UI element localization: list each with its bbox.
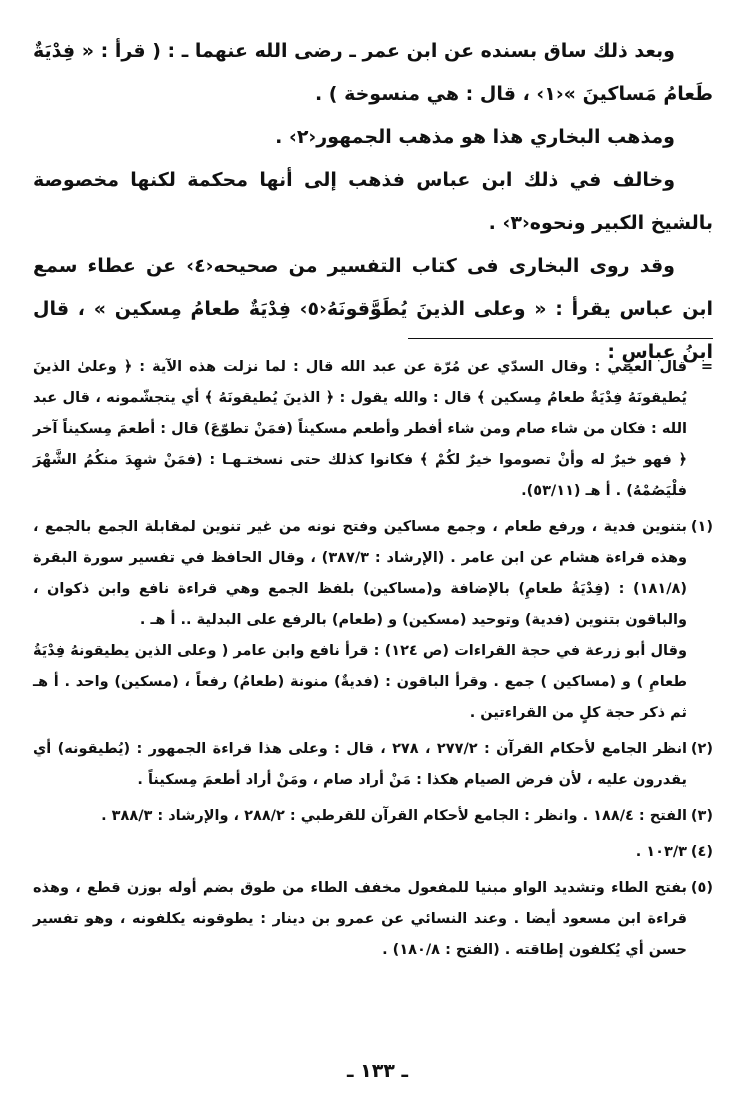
paragraph-1: وبعد ذلك ساق بسنده عن ابن عمر ـ رضى الله عنهما ـ : ( قرأ : « فِدْيَةٌ طَعامُ مَساكينَ »‹١› ، قال : هي منسوخة ) . — [33, 40, 713, 105]
footnote-text: انظر الجامع لأحكام القرآن : ٢٧٧/٢ ، ٢٧٨ ، قال : وعلى هذا قراءة الجمهور : (يُطيقونه) أي يقدرون عليه ، لأن فرض الصيام هكذا : مَنْ أراد صام ، ومَنْ أراد أطعمَ مِسكيناً . — [33, 741, 687, 788]
footnote-separator — [408, 338, 713, 339]
footnote-2 — [33, 734, 713, 796]
footnote-marker: (٥) — [690, 880, 713, 896]
footnote-text: بتنوين فدية ، ورفع طعام ، وجمع مساكين وفتح نونه من غير تنوين لمقابلة الجمع بالجمع ، وهذه قراءة هشام عن ابن عامر . (الإرشاد : ٣٨٧/٣) ، وقال الحافظ في تفسير سورة البقرة (١٨١/٨) : (فِدْيَةُ طعامِ) بالإضافة و(مساكين) بلفظ الجمع وهي قراءة نافع وابن ذكوان ، والباقون بتنوين (فدية) وتوحيد (مسكين) و (طعام) بالرفع على البدلية .. أ هـ . — [33, 519, 688, 628]
footnote-text: قال العيني : وقال السدّي عن مُرّة عن عبد الله قال : لما نزلت هذه الآية : ﴿ وعلىٰ الذينَ يُطيقونَهُ فِدْيَةٌ طعامُ مِسكين ﴾ قال : والله يقول : ﴿ الذينَ يُطيقونَهُ ﴾ أي يتجشّمونه ، قال عبد الله : فكان من شاء صام ومن شاء أفطر وأطعم مسكيناً (فمَنْ تطوّعَ) قال : أطعمَ مِسكيناً آخر ﴿ فهو خيرٌ له وأنْ تصوموا خيرٌ لكُمْ ﴾ فكانوا كذلك حتى نسختـهـا : (فمَنْ شهِدَ منكُمُ الشَّهْرَ فلْيَصُمْهُ) . أ هـ (٥٣/١١). — [33, 359, 687, 499]
footnote-marker: (٢) — [690, 741, 713, 757]
main-text — [33, 30, 713, 374]
footnote-4 — [33, 837, 713, 868]
footnote-1 — [33, 512, 713, 729]
footnote-continuation — [33, 352, 713, 507]
paragraph-3: وخالف في ذلك ابن عباس فذهب إلى أنها محكمة لكنها مخصوصة بالشيخ الكبير ونحوه‹٣› . — [33, 169, 713, 234]
footnote-text: الفتح : ١٨٨/٤ . وانظر : الجامع لأحكام القرآن للقرطبي : ٢٨٨/٢ ، والإرشاد : ٣٨٨/٣ . — [101, 808, 687, 824]
footnotes — [33, 352, 713, 971]
page-number: ـ ١٣٣ ـ — [346, 1060, 408, 1082]
footnote-marker: (١) — [690, 519, 713, 535]
footnote-5 — [33, 873, 713, 966]
footnote-text-extra: وقال أبو زرعة في حجة القراءات (ص ١٢٤) : قرأ نافع وابن عامر ( وعلى الذين يطيقونهُ فِدْيَةُ طعامِ ) و (مساكين ) جمع . وقرأ الباقون : (فديةٌ) منونة (طعامُ) رفعاً ، (مسكين) واحد . أ هـ ثم ذكر حجة كلٍ من القراءتين . — [33, 643, 687, 721]
footnote-text: بفتح الطاء وتشديد الواو مبنيا للمفعول مخفف الطاء من طوق بضم أوله بوزن قطع ، وهذه قراءة ابن مسعود أيضا . وعند النسائي عن عمرو بن دينار : يطوقونه يكلفونه ، وهو تفسير حسن أي يُكلفون إطاقته . (الفتح : ١٨٠/٨) . — [33, 880, 687, 958]
footnote-marker: (٣) — [690, 808, 713, 824]
footnote-marker: = — [700, 359, 713, 375]
paragraph-2: ومذهب البخاري هذا هو مذهب الجمهور‹٢› . — [275, 126, 675, 148]
footnote-marker: (٤) — [690, 844, 713, 860]
footnote-text: ١٠٣/٣ . — [635, 844, 687, 860]
paragraph-4: وقد روى البخارى فى كتاب التفسير من صحيحه‹٤› عن عطاء سمع ابن عباس يقرأ : « وعلى الذينَ يُطَوَّقونَهُ‹٥› فِدْيَةٌ طعامُ مِسكين » ، قال ابنُ عباسٍ : — [33, 255, 713, 363]
footnote-3 — [33, 801, 713, 832]
